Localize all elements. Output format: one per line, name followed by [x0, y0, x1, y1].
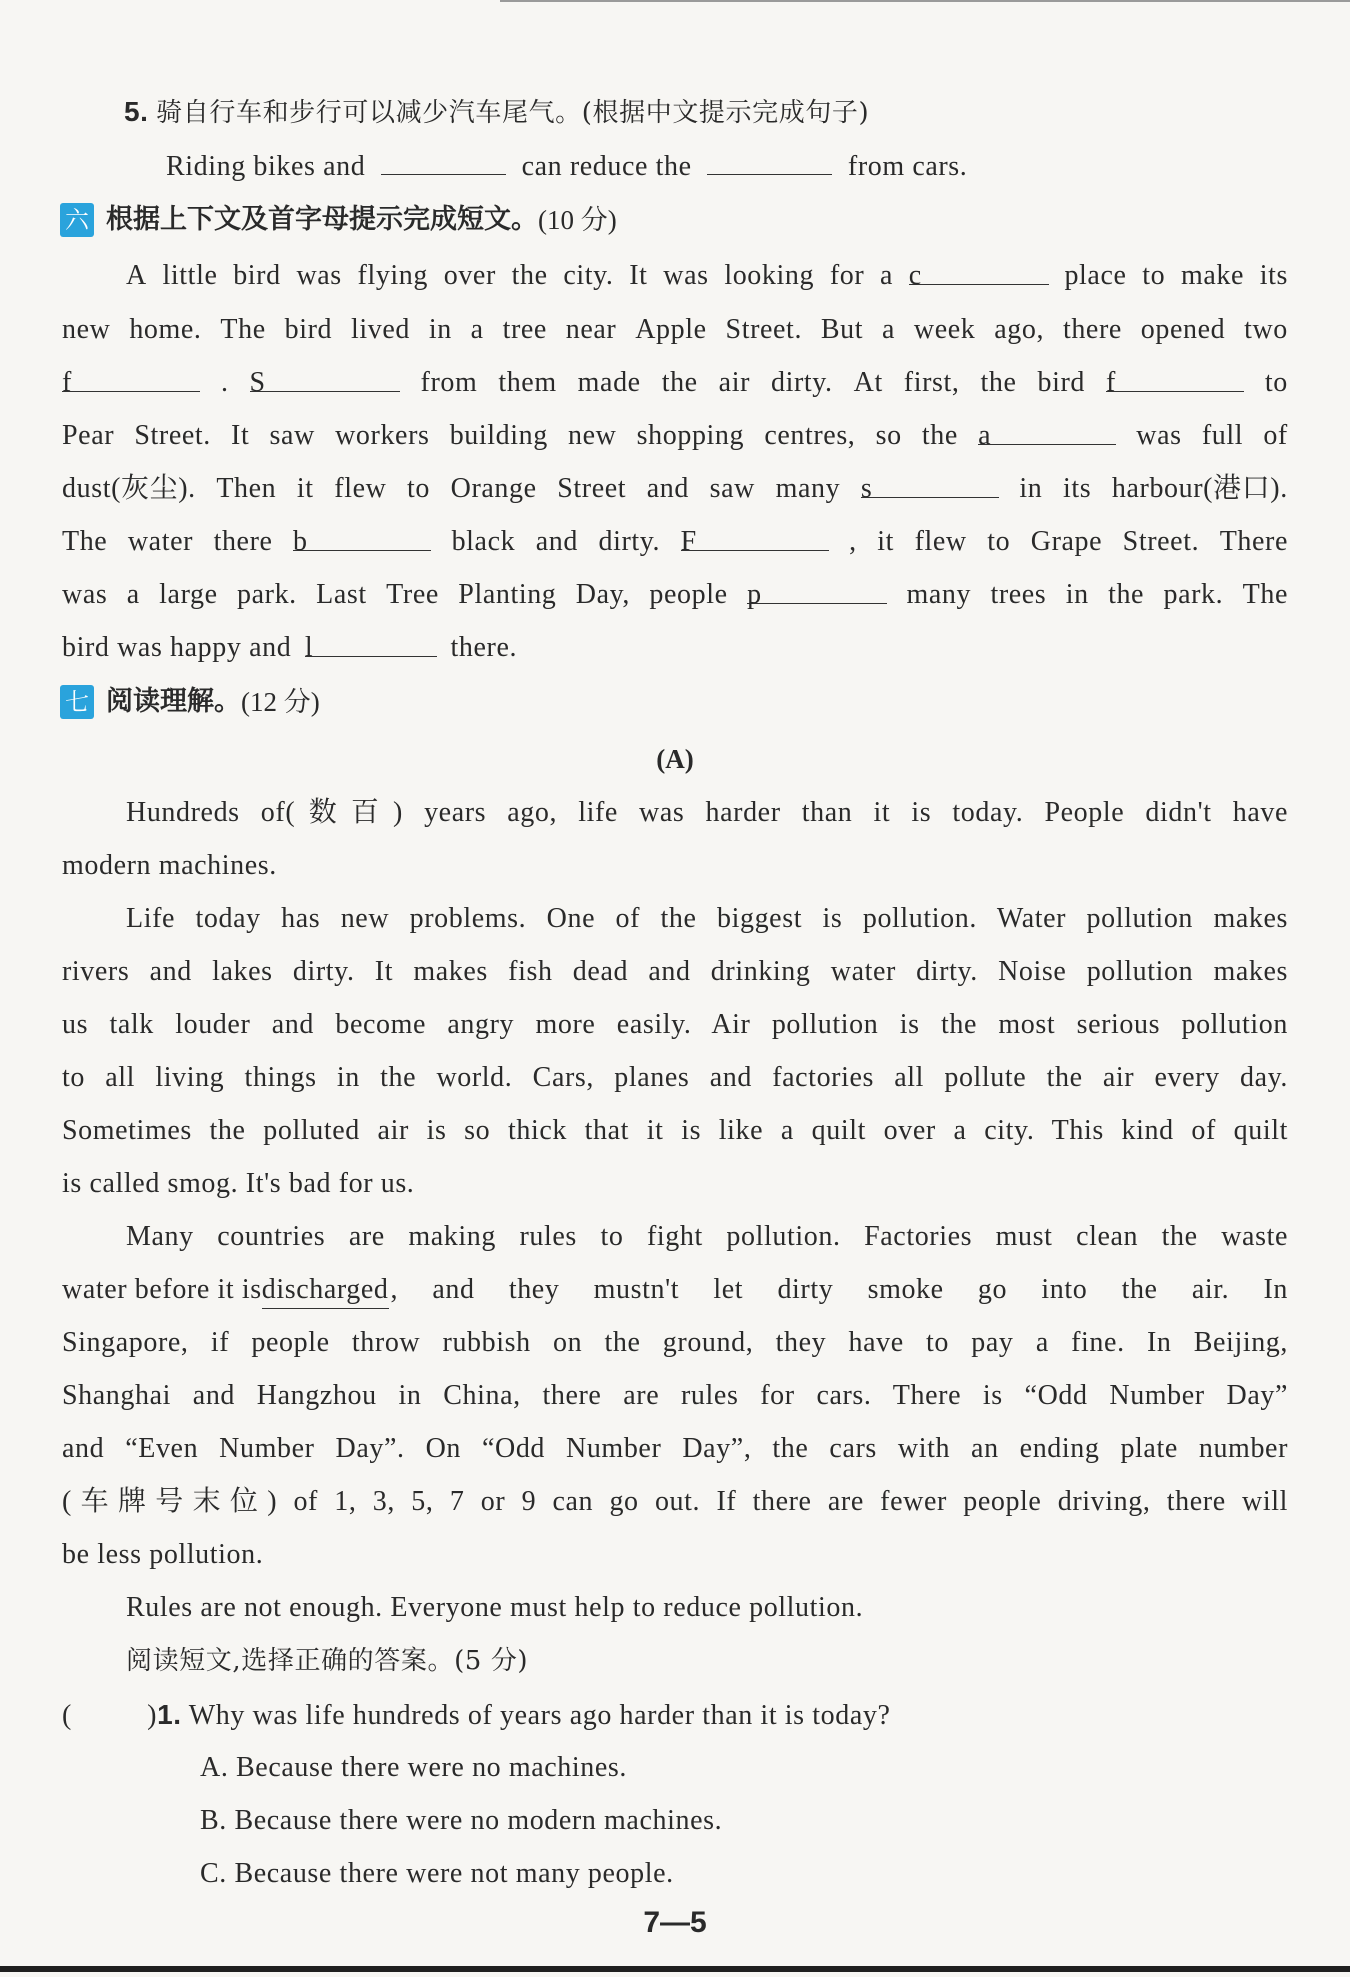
reading-instruction: 阅读短文,选择正确的答案。(5 分): [126, 1646, 529, 1676]
answer-bracket-open: (: [62, 1700, 72, 1731]
cloze-word: Pear: [62, 420, 115, 451]
cloze-word: and: [535, 526, 578, 557]
cloze-word: home.: [129, 314, 202, 345]
cloze-word: The: [1242, 579, 1288, 610]
cloze-word: in: [1019, 473, 1043, 504]
cloze-word: first,: [903, 367, 960, 398]
cloze-word: bird: [284, 314, 333, 345]
cloze-word: to: [1264, 367, 1288, 398]
passage-line: Many countries are making rules to fight pollution. Factories must clean the waste: [126, 1221, 1288, 1252]
cloze-line-1: [126, 258, 1288, 294]
cloze-word: black: [451, 526, 516, 557]
option-b[interactable]: B. Because there were no modern machines.: [200, 1805, 723, 1836]
cloze-word: new: [568, 420, 617, 451]
cloze-word: was: [296, 260, 342, 291]
passage-line: rivers and lakes dirty. It makes fish dead and drinking water dirty. Noise pollution makes: [62, 956, 1288, 987]
cloze-word: Tree: [386, 579, 439, 610]
question-number: 1.: [157, 1699, 182, 1730]
passage-line: [62, 1272, 1288, 1309]
cloze-word: Day,: [575, 579, 631, 610]
section7-title: 阅读理解。: [106, 686, 241, 717]
cloze-word: saw: [709, 473, 755, 504]
blank-hint-letter: a: [978, 420, 992, 451]
q5-prompt: 骑自行车和步行可以减少汽车尾气。(根据中文提示完成句子): [156, 98, 870, 128]
answer-bracket-close: ): [147, 1700, 158, 1731]
cloze-word: a: [126, 579, 140, 610]
cloze-word: it: [877, 526, 895, 557]
cloze-word: At: [853, 367, 883, 398]
cloze-word: Last: [316, 579, 367, 610]
cloze-word: tree: [502, 314, 547, 345]
cloze-word: city.: [563, 260, 614, 291]
top-rule: [500, 0, 1350, 2]
cloze-word: opened: [1140, 314, 1226, 345]
cloze-word: made: [577, 367, 641, 398]
cloze-word: was: [1136, 420, 1182, 451]
cloze-word: flying: [357, 260, 428, 291]
cloze-word: there: [1062, 314, 1122, 345]
cloze-blank-s2[interactable]: [860, 471, 999, 504]
cloze-word: dirty.: [770, 367, 833, 398]
cloze-blank-l[interactable]: [304, 630, 437, 663]
cloze-word: shopping: [636, 420, 745, 451]
cloze-word: Street.: [134, 420, 211, 451]
cloze-word: place: [1064, 260, 1127, 291]
cloze-word: bird was happy and: [62, 632, 292, 663]
cloze-word: centres,: [764, 420, 856, 451]
cloze-word: dust(灰尘).: [62, 473, 196, 504]
cloze-word: week: [913, 314, 976, 345]
bottom-rule: [0, 1966, 1350, 1972]
cloze-line-5: [62, 471, 1288, 507]
passage-line: Life today has new problems. One of the biggest is pollution. Water pollution makes: [126, 903, 1288, 934]
option-c[interactable]: C. Because there were not many people.: [200, 1858, 674, 1889]
passage-line: us talk louder and become angry more easily. Air pollution is the most serious pollution: [62, 1009, 1288, 1040]
question-text: Why was life hundreds of years ago harder than it is today?: [188, 1700, 891, 1731]
cloze-line-7: [62, 577, 1288, 613]
page-number: 7—5: [643, 1906, 707, 1939]
cloze-line-3: [62, 365, 1288, 401]
cloze-blank-b[interactable]: [293, 524, 431, 557]
cloze-word: of: [1263, 420, 1288, 451]
cloze-word: was: [62, 579, 108, 610]
passage-text: water before it is: [62, 1274, 262, 1305]
option-a[interactable]: A. Because there were no machines.: [200, 1752, 628, 1783]
cloze-word: the: [511, 260, 548, 291]
section7-header: [60, 684, 320, 720]
cloze-blank-p[interactable]: [747, 577, 887, 610]
cloze-word: ago,: [994, 314, 1045, 345]
cloze-blank-s1[interactable]: [249, 365, 400, 398]
cloze-line-2: [62, 312, 1288, 348]
cloze-line-6: [62, 524, 1288, 560]
cloze-word: and: [646, 473, 690, 504]
cloze-blank-c[interactable]: [908, 258, 1049, 291]
cloze-blank-a[interactable]: [978, 418, 1116, 451]
section7-score: (12 分): [241, 687, 320, 717]
q5-prompt-line: [124, 94, 869, 131]
section6-badge: 六: [60, 203, 94, 237]
cloze-word: It: [629, 260, 648, 291]
cloze-word: A: [126, 260, 147, 291]
cloze-word: to: [1142, 260, 1166, 291]
passage-line: to all living things in the world. Cars, planes and factories all pollute the air every day.: [62, 1062, 1288, 1093]
cloze-word: building: [449, 420, 548, 451]
blank-hint-letter: F: [680, 526, 697, 557]
cloze-word: Apple: [635, 314, 707, 345]
cloze-word: in: [1065, 579, 1089, 610]
cloze-word: two: [1244, 314, 1288, 345]
cloze-word: the: [921, 420, 958, 451]
q5-part-3: from cars.: [847, 151, 968, 182]
cloze-word: a: [470, 314, 484, 345]
passage-line: is called smog. It's bad for us.: [62, 1168, 415, 1199]
passage-line: and “Even Number Day”. On “Odd Number Day”, the cars with an ending plate number: [62, 1433, 1288, 1464]
passage-line: Hundreds of(数百) years ago, life was harder than it is today. People didn't have: [126, 797, 1288, 828]
cloze-word: saw: [269, 420, 315, 451]
underlined-word-discharged: discharged: [262, 1272, 389, 1309]
section7-badge: 七: [60, 685, 94, 719]
cloze-word: workers: [335, 420, 430, 451]
cloze-word: the: [980, 367, 1017, 398]
cloze-word: from: [420, 367, 478, 398]
cloze-word: to: [407, 473, 431, 504]
cloze-word: lived: [350, 314, 410, 345]
blank-hint-letter: S: [249, 367, 266, 398]
cloze-word: a: [879, 260, 894, 291]
cloze-word: flew: [914, 526, 967, 557]
cloze-word: there.: [450, 632, 518, 663]
cloze-word: so: [875, 420, 902, 451]
cloze-word: .: [220, 367, 229, 398]
cloze-word: Street.: [725, 314, 803, 345]
cloze-word: bird: [1037, 367, 1085, 398]
cloze-word: many: [775, 473, 841, 504]
cloze-word: little: [162, 260, 218, 291]
passage-line: Sometimes the polluted air is so thick that it is like a quilt over a city. This kind of quilt: [62, 1115, 1288, 1146]
q5-blank-2[interactable]: [707, 148, 832, 175]
blank-hint-letter: l: [304, 632, 314, 663]
section6-score: (10 分): [538, 205, 617, 235]
cloze-word: was: [663, 260, 709, 291]
cloze-word: The: [62, 526, 108, 557]
section6-header: [60, 202, 617, 238]
q5-blank-1[interactable]: [381, 148, 506, 175]
cloze-blank-F[interactable]: [680, 524, 829, 557]
q5-answer-line: [166, 148, 967, 185]
cloze-word: But: [820, 314, 864, 345]
cloze-word: the: [1108, 579, 1145, 610]
passage-line: Singapore, if people throw rubbish on the ground, they have to pay a fine. In Beijing,: [62, 1327, 1288, 1358]
cloze-word: them: [498, 367, 557, 398]
cloze-word: There: [1219, 526, 1288, 557]
blank-hint-letter: p: [747, 579, 762, 610]
cloze-word: its: [1063, 473, 1092, 504]
q5-part-2: can reduce the: [521, 151, 692, 182]
passage-text: , and they mustn't let dirty smoke go into the air. In: [390, 1274, 1288, 1305]
cloze-word: ,: [849, 526, 857, 557]
blank-hint-letter: f: [62, 367, 72, 398]
cloze-word: near: [565, 314, 617, 345]
cloze-word: make: [1180, 260, 1244, 291]
cloze-word: to: [987, 526, 1011, 557]
cloze-word: the: [661, 367, 698, 398]
cloze-blank-f1[interactable]: [62, 365, 200, 398]
blank-hint-letter: f: [1105, 367, 1116, 398]
cloze-word: Then: [216, 473, 277, 504]
cloze-word: looking: [724, 260, 815, 291]
cloze-word: full: [1201, 420, 1244, 451]
question-1: [62, 1697, 891, 1734]
cloze-word: large: [159, 579, 218, 610]
cloze-word: air: [718, 367, 751, 398]
cloze-word: Grape: [1030, 526, 1103, 557]
cloze-word: Street.: [1122, 526, 1200, 557]
cloze-word: Planting: [458, 579, 557, 610]
passage-line: (车牌号末位) of 1, 3, 5, 7 or 9 can go out. If there are fewer people driving, there will: [62, 1486, 1288, 1517]
cloze-word: It: [231, 420, 250, 451]
passage-line: Shanghai and Hangzhou in China, there are rules for cars. There is “Odd Number Day”: [62, 1380, 1288, 1411]
cloze-word: Street: [557, 473, 627, 504]
cloze-word: in: [428, 314, 452, 345]
cloze-word: bird: [233, 260, 281, 291]
cloze-word: it: [296, 473, 314, 504]
passage-title: (A): [656, 744, 694, 774]
cloze-word: trees: [990, 579, 1047, 610]
blank-hint-letter: s: [860, 473, 873, 504]
q5-part-1: Riding bikes and: [166, 151, 366, 182]
cloze-word: new: [62, 314, 111, 345]
blank-hint-letter: b: [293, 526, 308, 557]
cloze-word: many: [906, 579, 972, 610]
cloze-word: harbour(港口).: [1111, 473, 1288, 504]
passage-line: modern machines.: [62, 850, 277, 881]
q5-number: 5.: [124, 96, 149, 127]
blank-hint-letter: c: [908, 260, 922, 291]
cloze-word: dirty.: [598, 526, 661, 557]
cloze-line-4: [62, 418, 1288, 454]
cloze-line-8: [62, 630, 517, 666]
section6-title: 根据上下文及首字母提示完成短文。: [106, 204, 538, 235]
cloze-word: park.: [1163, 579, 1224, 610]
cloze-word: water: [127, 526, 194, 557]
cloze-word: for: [829, 260, 865, 291]
passage-line: Rules are not enough. Everyone must help to reduce pollution.: [126, 1592, 864, 1623]
cloze-word: over: [443, 260, 496, 291]
cloze-word: people: [649, 579, 728, 610]
passage-line: be less pollution.: [62, 1539, 264, 1570]
cloze-word: Orange: [450, 473, 537, 504]
cloze-word: The: [220, 314, 266, 345]
cloze-word: there: [213, 526, 273, 557]
cloze-word: a: [882, 314, 896, 345]
cloze-word: its: [1259, 260, 1288, 291]
cloze-word: park.: [237, 579, 297, 610]
cloze-blank-f2[interactable]: [1105, 365, 1244, 398]
cloze-word: flew: [334, 473, 387, 504]
